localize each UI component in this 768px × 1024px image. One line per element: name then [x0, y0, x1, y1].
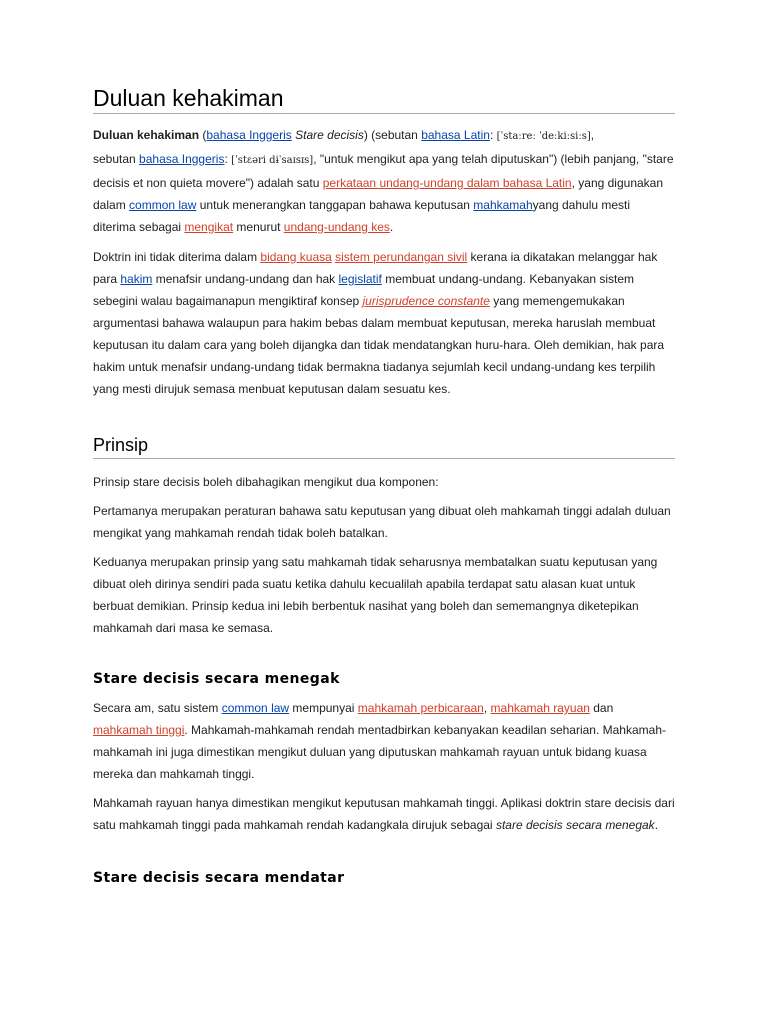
menegak-paragraph-2: Mahkamah rayuan hanya dimestikan mengikut keputusan mahkamah tinggi. Aplikasi doktrin stare decisis dari satu mahkamah tinggi pada mahkamah rendah kadangkala dirujuk sebagai stare decisis secara menegak.	[93, 796, 675, 832]
article-term: Duluan kehakiman	[93, 128, 200, 142]
prinsip-second: Keduanya merupakan prinsip yang satu mahkamah tidak seharusnya membatalkan suatu keputusan yang dibuat oleh dirinya sendiri pada suatu ketika dahulu kecualilah apabila terdapat satu alasan kuat untuk berbuat demikian. Prinsip kedua ini lebih berbentuk nasihat yang boleh dan sememangnya diketepikan mahkamah dari masa ke semasa.	[93, 555, 658, 635]
link-common-law-2[interactable]: common law	[221, 701, 290, 715]
link-hakim[interactable]: hakim	[120, 272, 153, 286]
link-mahkamah-rayuan[interactable]: mahkamah rayuan	[490, 701, 590, 715]
link-bahasa-inggeris[interactable]: bahasa Inggeris	[206, 128, 292, 142]
section-heading-prinsip: Prinsip	[93, 433, 675, 459]
link-sistem-perundangan-sivil[interactable]: sistem perundangan sivil	[335, 250, 468, 264]
prinsip-intro: Prinsip stare decisis boleh dibahagikan mengikut dua komponen:	[93, 475, 439, 489]
link-common-law[interactable]: common law	[129, 198, 197, 212]
menegak-paragraph-1: Secara am, satu sistem common law mempunyai mahkamah perbicaraan, mahkamah rayuan dan mahkamah tinggi. Mahkamah-mahkamah rendah mentadbirkan kebanyakan keadilan seharian. Mahkamah-mahkamah ini juga dimestikan mengikut duluan yang diputuskan mahkamah rayuan untuk bidang kuasa mereka dan mahkamah tinggi.	[93, 701, 666, 781]
link-bidang-kuasa[interactable]: bidang kuasa	[260, 250, 332, 264]
link-mahkamah-tinggi[interactable]: mahkamah tinggi	[93, 723, 185, 737]
ipa-english: [ˈstɛəri dɨˈsaɪsɪs]	[231, 155, 314, 166]
link-perkataan-undang-undang[interactable]: perkataan undang-undang dalam bahasa Latin	[322, 176, 572, 190]
link-legislatif[interactable]: legislatif	[338, 272, 382, 286]
link-bahasa-inggeris-2[interactable]: bahasa Inggeris	[139, 152, 225, 166]
subsection-heading-mendatar: Stare decisis secara mendatar	[93, 870, 345, 886]
link-mahkamah[interactable]: mahkamah	[473, 198, 533, 212]
link-mengikat[interactable]: mengikat	[184, 220, 234, 234]
stare-decisis-term: Stare decisis	[295, 128, 364, 142]
link-undang-undang-kes[interactable]: undang-undang kes	[283, 220, 390, 234]
link-mahkamah-perbicaraan[interactable]: mahkamah perbicaraan	[357, 701, 484, 715]
ipa-latin: [ˈstaːreː ˈdeːkiːsiːs]	[496, 131, 591, 142]
article	[93, 84, 675, 888]
intro-paragraph: Duluan kehakiman (bahasa Inggeris Stare decisis) (sebutan bahasa Latin: [ˈstaːreː ˈdeːkiːsiːs], sebutan bahasa Inggeris: [ˈstɛəri dɨˈsaɪsɪs], "untuk mengikut apa yang telah diputuskan") (lebih panjang, "stare decisis et non quieta movere") adalah satu perkataan undang-undang dalam bahasa Latin, yang digunakan dalam common law untuk menerangkan tanggapan bahawa keputusan mahkamahyang dahulu mesti diterima sebagai mengikat menurut undang-undang kes.	[93, 128, 674, 234]
subsection-heading-menegak: Stare decisis secara menegak	[93, 671, 340, 687]
link-jurisprudence-constante[interactable]: jurisprudence constante	[362, 294, 490, 308]
prinsip-first: Pertamanya merupakan peraturan bahawa satu keputusan yang dibuat oleh mahkamah tinggi adalah duluan mengikat yang mahkamah rendah tidak boleh batalkan.	[93, 504, 671, 540]
menegak-italic-term: stare decisis secara menegak	[495, 818, 655, 832]
link-bahasa-latin[interactable]: bahasa Latin	[421, 128, 490, 142]
doctrine-paragraph: Doktrin ini tidak diterima dalam bidang kuasa sistem perundangan sivil kerana ia dikatakan melanggar hak para hakim menafsir undang-undang dan hak legislatif membuat undang-undang. Kebanyakan sistem sebegini walau bagaimanapun mengiktiraf konsep jurisprudence constante yang memengemukakan argumentasi bahawa walaupun para hakim bebas dalam membuat keputusan, mereka haruslah membuat keputusan itu dalam cara yang boleh dijangka dan tidak mendatangkan huru-hara. Oleh demikian, hak para hakim untuk menafsir undang-undang tidak bermakna tiadanya sejumlah kecil undang-undang kes terpilih yang mesti dirujuk semasa menbuat keputusan dalam sesuatu kes.	[93, 250, 665, 396]
page-title: Duluan kehakiman	[93, 84, 675, 114]
